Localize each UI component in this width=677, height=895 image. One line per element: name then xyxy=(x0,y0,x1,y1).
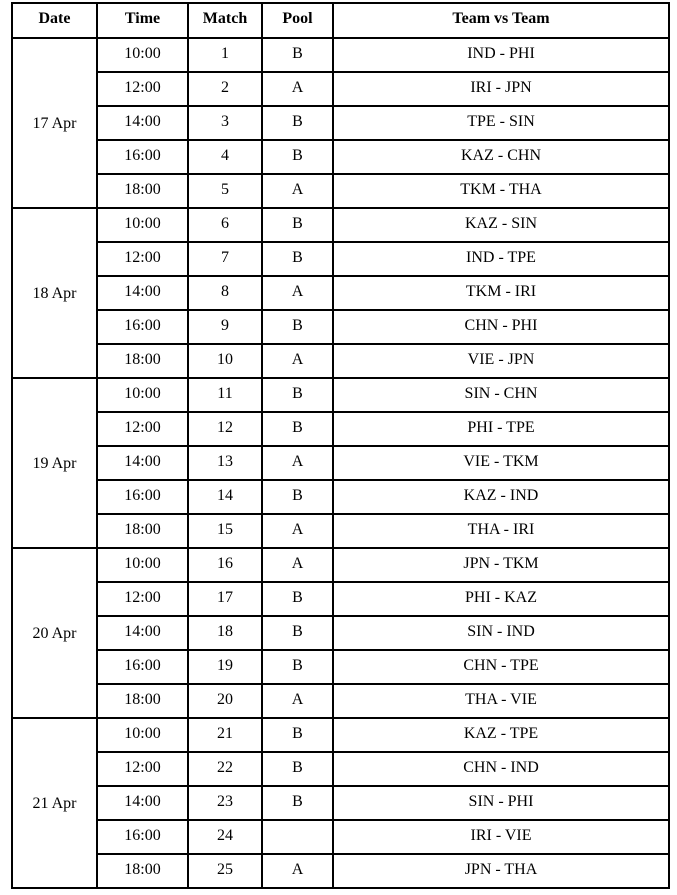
match-cell: 18 xyxy=(188,616,262,650)
header-pool: Pool xyxy=(262,3,333,38)
table-row xyxy=(12,650,669,684)
pool-cell: A xyxy=(262,344,333,378)
match-schedule-table xyxy=(11,2,670,889)
table-row xyxy=(12,514,669,548)
table-row xyxy=(12,752,669,786)
date-cell: 20 Apr xyxy=(12,548,97,718)
pool-cell: B xyxy=(262,106,333,140)
teams-cell: VIE - TKM xyxy=(333,446,669,480)
time-cell: 14:00 xyxy=(97,276,188,310)
time-cell: 10:00 xyxy=(97,548,188,582)
teams-cell: IND - PHI xyxy=(333,38,669,72)
match-cell: 7 xyxy=(188,242,262,276)
time-cell: 16:00 xyxy=(97,480,188,514)
pool-cell: A xyxy=(262,72,333,106)
teams-cell: VIE - JPN xyxy=(333,344,669,378)
time-cell: 10:00 xyxy=(97,38,188,72)
teams-cell: KAZ - IND xyxy=(333,480,669,514)
match-cell: 23 xyxy=(188,786,262,820)
time-cell: 14:00 xyxy=(97,786,188,820)
time-cell: 18:00 xyxy=(97,684,188,718)
match-cell: 3 xyxy=(188,106,262,140)
pool-cell: A xyxy=(262,276,333,310)
match-cell: 13 xyxy=(188,446,262,480)
pool-cell: B xyxy=(262,412,333,446)
pool-cell: B xyxy=(262,650,333,684)
header-row xyxy=(12,3,669,38)
teams-cell: SIN - PHI xyxy=(333,786,669,820)
teams-cell: IND - TPE xyxy=(333,242,669,276)
match-cell: 24 xyxy=(188,820,262,854)
header-date: Date xyxy=(12,3,97,38)
teams-cell: JPN - THA xyxy=(333,854,669,888)
table-row xyxy=(12,854,669,888)
table-row xyxy=(12,718,669,752)
time-cell: 18:00 xyxy=(97,344,188,378)
table-row xyxy=(12,684,669,718)
date-cell: 19 Apr xyxy=(12,378,97,548)
time-cell: 18:00 xyxy=(97,854,188,888)
match-cell: 17 xyxy=(188,582,262,616)
teams-cell: PHI - KAZ xyxy=(333,582,669,616)
table-row xyxy=(12,276,669,310)
table-row xyxy=(12,242,669,276)
match-cell: 21 xyxy=(188,718,262,752)
pool-cell: B xyxy=(262,38,333,72)
pool-cell: B xyxy=(262,140,333,174)
teams-cell: CHN - PHI xyxy=(333,310,669,344)
teams-cell: KAZ - TPE xyxy=(333,718,669,752)
match-cell: 9 xyxy=(188,310,262,344)
pool-cell: A xyxy=(262,174,333,208)
time-cell: 14:00 xyxy=(97,616,188,650)
match-cell: 12 xyxy=(188,412,262,446)
time-cell: 14:00 xyxy=(97,446,188,480)
teams-cell: SIN - CHN xyxy=(333,378,669,412)
match-cell: 5 xyxy=(188,174,262,208)
pool-cell: A xyxy=(262,854,333,888)
teams-cell: CHN - IND xyxy=(333,752,669,786)
match-cell: 10 xyxy=(188,344,262,378)
teams-cell: CHN - TPE xyxy=(333,650,669,684)
teams-cell: TKM - THA xyxy=(333,174,669,208)
header-teams: Team vs Team xyxy=(333,3,669,38)
pool-cell: B xyxy=(262,480,333,514)
time-cell: 12:00 xyxy=(97,242,188,276)
time-cell: 10:00 xyxy=(97,378,188,412)
match-cell: 25 xyxy=(188,854,262,888)
teams-cell: SIN - IND xyxy=(333,616,669,650)
date-cell: 18 Apr xyxy=(12,208,97,378)
table-row xyxy=(12,344,669,378)
pool-cell: B xyxy=(262,378,333,412)
time-cell: 12:00 xyxy=(97,72,188,106)
pool-cell: A xyxy=(262,514,333,548)
time-cell: 12:00 xyxy=(97,752,188,786)
time-cell: 18:00 xyxy=(97,514,188,548)
teams-cell: KAZ - SIN xyxy=(333,208,669,242)
table-row xyxy=(12,310,669,344)
time-cell: 12:00 xyxy=(97,582,188,616)
teams-cell: PHI - TPE xyxy=(333,412,669,446)
table-row xyxy=(12,446,669,480)
header-time: Time xyxy=(97,3,188,38)
time-cell: 10:00 xyxy=(97,718,188,752)
table-row xyxy=(12,820,669,854)
time-cell: 18:00 xyxy=(97,174,188,208)
pool-cell: B xyxy=(262,718,333,752)
match-cell: 22 xyxy=(188,752,262,786)
teams-cell: JPN - TKM xyxy=(333,548,669,582)
pool-cell: B xyxy=(262,752,333,786)
header-match: Match xyxy=(188,3,262,38)
table-row xyxy=(12,174,669,208)
time-cell: 16:00 xyxy=(97,650,188,684)
match-cell: 2 xyxy=(188,72,262,106)
match-cell: 11 xyxy=(188,378,262,412)
time-cell: 14:00 xyxy=(97,106,188,140)
match-cell: 4 xyxy=(188,140,262,174)
pool-cell: B xyxy=(262,310,333,344)
teams-cell: KAZ - CHN xyxy=(333,140,669,174)
table-row xyxy=(12,140,669,174)
match-cell: 8 xyxy=(188,276,262,310)
time-cell: 10:00 xyxy=(97,208,188,242)
time-cell: 12:00 xyxy=(97,412,188,446)
teams-cell: TPE - SIN xyxy=(333,106,669,140)
pool-cell: B xyxy=(262,786,333,820)
time-cell: 16:00 xyxy=(97,310,188,344)
date-cell: 21 Apr xyxy=(12,718,97,888)
pool-cell: B xyxy=(262,242,333,276)
match-cell: 6 xyxy=(188,208,262,242)
pool-cell: A xyxy=(262,446,333,480)
table-row xyxy=(12,412,669,446)
table-row xyxy=(12,208,669,242)
pool-cell: A xyxy=(262,684,333,718)
table-row xyxy=(12,480,669,514)
table-row xyxy=(12,106,669,140)
table-row xyxy=(12,548,669,582)
table-row xyxy=(12,582,669,616)
date-cell: 17 Apr xyxy=(12,38,97,208)
pool-cell: B xyxy=(262,208,333,242)
time-cell: 16:00 xyxy=(97,820,188,854)
table-row xyxy=(12,378,669,412)
teams-cell: THA - VIE xyxy=(333,684,669,718)
teams-cell: IRI - JPN xyxy=(333,72,669,106)
match-cell: 15 xyxy=(188,514,262,548)
pool-cell: B xyxy=(262,616,333,650)
table-row xyxy=(12,786,669,820)
table-row xyxy=(12,72,669,106)
match-cell: 19 xyxy=(188,650,262,684)
teams-cell: IRI - VIE xyxy=(333,820,669,854)
pool-cell: A xyxy=(262,548,333,582)
teams-cell: TKM - IRI xyxy=(333,276,669,310)
match-cell: 16 xyxy=(188,548,262,582)
teams-cell: THA - IRI xyxy=(333,514,669,548)
pool-cell: B xyxy=(262,582,333,616)
match-cell: 14 xyxy=(188,480,262,514)
match-cell: 20 xyxy=(188,684,262,718)
match-cell: 1 xyxy=(188,38,262,72)
table-row xyxy=(12,616,669,650)
table-row xyxy=(12,38,669,72)
pool-cell xyxy=(262,820,333,854)
time-cell: 16:00 xyxy=(97,140,188,174)
